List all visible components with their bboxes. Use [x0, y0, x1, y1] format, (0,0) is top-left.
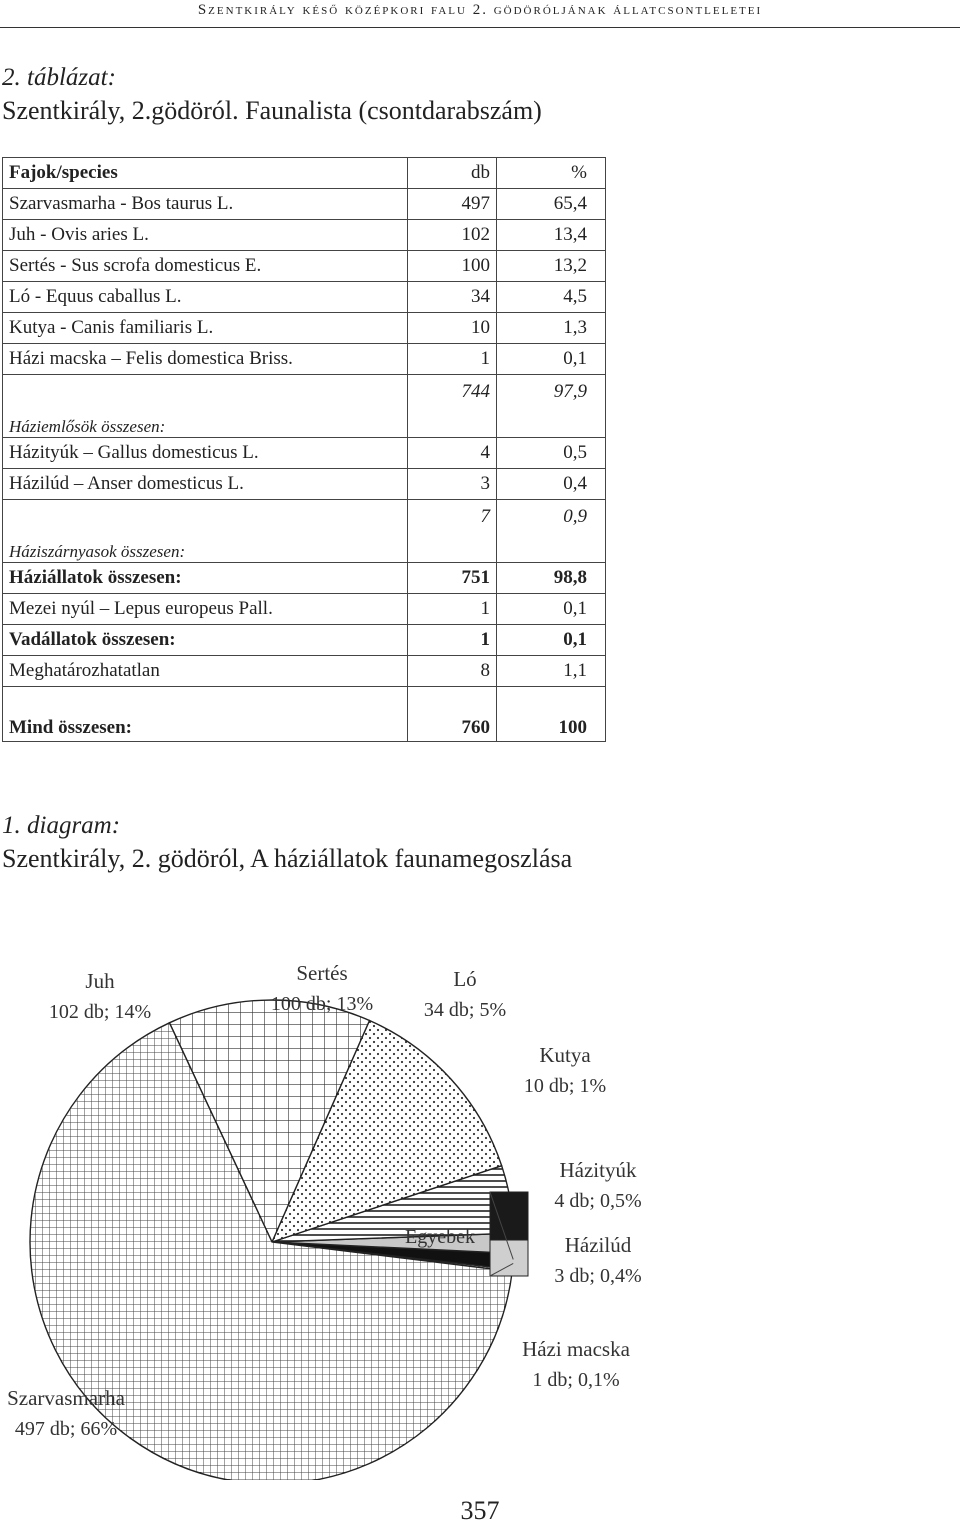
species-cell: Házityúk – Gallus domesticus L. [3, 438, 408, 469]
table-row [3, 282, 606, 313]
page-number: 357 [460, 1496, 500, 1525]
db-cell: 744 [408, 375, 497, 438]
table-row [3, 344, 606, 375]
table-row [3, 375, 606, 438]
table-row [3, 313, 606, 344]
db-cell: 760 [408, 687, 497, 742]
percent-cell: 0,4 [497, 469, 606, 500]
diagram-caption-title: Szentkirály, 2. gödöról, A háziállatok faunamegoszlása [2, 844, 573, 873]
table-caption-title: Szentkirály, 2.gödöról. Faunalista (csontdarabszám) [2, 96, 542, 125]
species-cell: Mind összesen: [3, 687, 408, 742]
table-row [3, 438, 606, 469]
fauna-table-body [3, 158, 606, 742]
db-cell: 8 [408, 656, 497, 687]
percent-cell: 100 [497, 687, 606, 742]
species-cell: Háziszárnyasok összesen: [3, 500, 408, 563]
species-cell: Meghatározhatatlan [3, 656, 408, 687]
percent-cell: 98,8 [497, 563, 606, 594]
pie-label-egyebek: Egyebek [405, 1226, 475, 1248]
pie-label-name: Sertés [296, 961, 348, 985]
pie-label-name: Kutya [539, 1043, 591, 1067]
species-cell: Házi macska – Felis domestica Briss. [3, 344, 408, 375]
pie-label-name: Házi macska [522, 1337, 630, 1361]
table-row [3, 563, 606, 594]
table-caption-number: 2. táblázat: [2, 64, 116, 91]
species-cell: Sertés - Sus scrofa domesticus E. [3, 251, 408, 282]
table-row [3, 469, 606, 500]
pie-label-name: Ló [453, 967, 477, 991]
db-cell: 100 [408, 251, 497, 282]
pie-label-name: Juh [85, 969, 115, 993]
species-cell: Juh - Ovis aries L. [3, 220, 408, 251]
table-row [3, 594, 606, 625]
column-header-percent: % [497, 158, 606, 189]
percent-cell: 0,1 [497, 594, 606, 625]
breakout-label-name: Házityúk [559, 1158, 637, 1182]
db-cell: 102 [408, 220, 497, 251]
breakout-label-name: Házilúd [564, 1233, 632, 1257]
running-header: Szentkirály késő középkori falu 2. gödöróljának állatcsontleletei [197, 2, 763, 18]
pie-label-value: 1 db; 0,1% [532, 1369, 620, 1391]
species-cell: Háziállatok összesen: [3, 563, 408, 594]
db-cell: 34 [408, 282, 497, 313]
table-header-row [3, 158, 606, 189]
species-cell: Házilúd – Anser domesticus L. [3, 469, 408, 500]
table-row [3, 220, 606, 251]
pie-label-value: 10 db; 1% [523, 1075, 607, 1097]
db-cell: 1 [408, 625, 497, 656]
percent-cell: 65,4 [497, 189, 606, 220]
species-cell: Háziemlősök összesen: [3, 375, 408, 438]
percent-cell: 0,1 [497, 625, 606, 656]
breakout-segment-házilúd [490, 1240, 528, 1276]
breakout-label-value: 3 db; 0,4% [554, 1265, 642, 1287]
table-row [3, 500, 606, 563]
table-row [3, 251, 606, 282]
pie-label-name: Szarvasmarha [7, 1386, 125, 1410]
species-cell: Vadállatok összesen: [3, 625, 408, 656]
species-cell: Szarvasmarha - Bos taurus L. [3, 189, 408, 220]
breakout-segment-házityúk [490, 1192, 528, 1240]
species-cell: Kutya - Canis familiaris L. [3, 313, 408, 344]
percent-cell: 0,5 [497, 438, 606, 469]
header-rule [0, 27, 960, 28]
db-cell: 751 [408, 563, 497, 594]
table-row [3, 625, 606, 656]
db-cell: 10 [408, 313, 497, 344]
db-cell: 1 [408, 594, 497, 625]
pie-label-value: 34 db; 5% [423, 999, 507, 1021]
db-cell: 1 [408, 344, 497, 375]
breakout-label-value: 4 db; 0,5% [554, 1190, 642, 1212]
percent-cell: 0,1 [497, 344, 606, 375]
percent-cell: 1,1 [497, 656, 606, 687]
pie-label-value: 100 db; 13% [270, 993, 374, 1015]
percent-cell: 13,2 [497, 251, 606, 282]
species-cell: Ló - Equus caballus L. [3, 282, 408, 313]
table-row [3, 687, 606, 742]
db-cell: 3 [408, 469, 497, 500]
percent-cell: 4,5 [497, 282, 606, 313]
table-row [3, 189, 606, 220]
diagram-caption-number: 1. diagram: [2, 812, 121, 839]
column-header-db: db [408, 158, 497, 189]
db-cell: 7 [408, 500, 497, 563]
pie-label-value: 497 db; 66% [14, 1418, 118, 1440]
pie-breakout-bar [490, 1192, 528, 1276]
percent-cell: 13,4 [497, 220, 606, 251]
percent-cell: 97,9 [497, 375, 606, 438]
percent-cell: 1,3 [497, 313, 606, 344]
species-cell: Mezei nyúl – Lepus europeus Pall. [3, 594, 408, 625]
pie-label-value: 102 db; 14% [48, 1001, 152, 1023]
pie-chart [0, 940, 960, 1480]
fauna-table [2, 157, 606, 742]
db-cell: 4 [408, 438, 497, 469]
table-row [3, 656, 606, 687]
percent-cell: 0,9 [497, 500, 606, 563]
db-cell: 497 [408, 189, 497, 220]
column-header-species: Fajok/species [3, 158, 408, 189]
